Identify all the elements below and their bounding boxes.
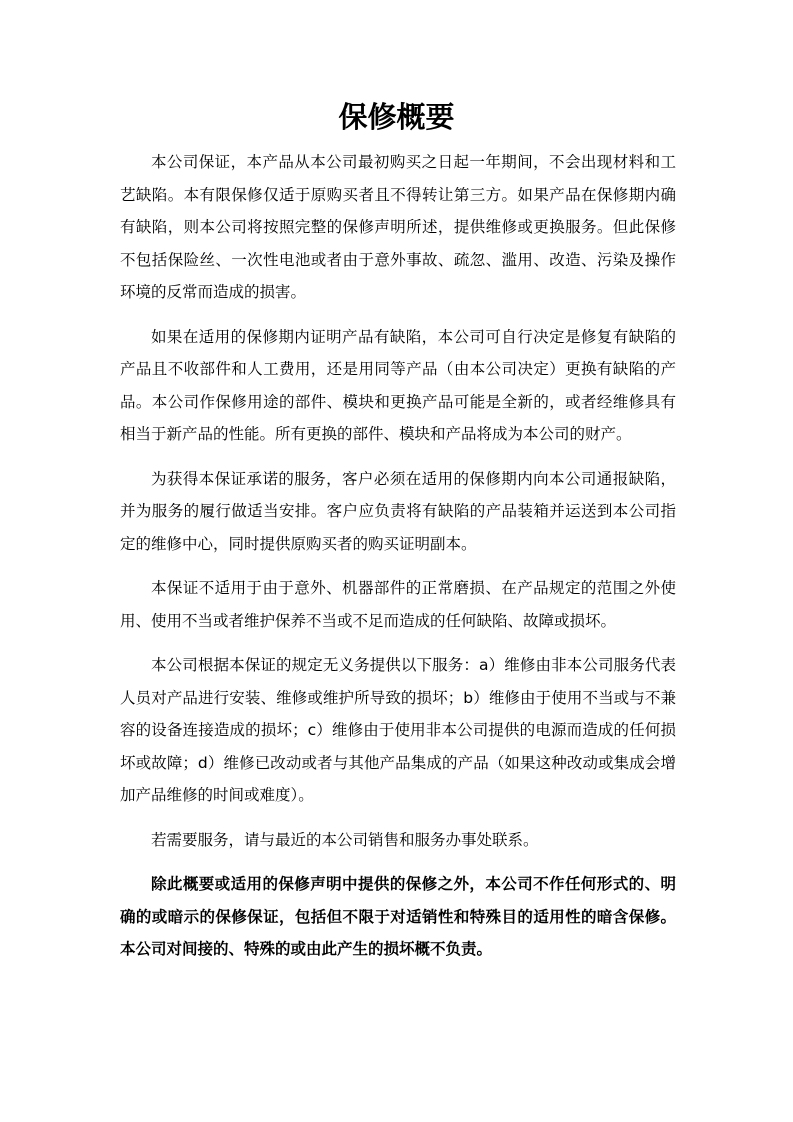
paragraph-repair-replace: 如果在适用的保修期内证明产品有缺陷，本公司可自行决定是修复有缺陷的产品且不收部件和人工费用，还是用同等产品（由本公司决定）更换有缺陷的产品。本公司作保修用途的部件、模块和更换产品可能是全新的，或者经维修具有相当于新产品的性能。所有更换的部件、模块和产品将成为本公司的财产。 bbox=[120, 327, 676, 443]
paragraph-warranty-scope: 本公司保证，本产品从本公司最初购买之日起一年期间，不会出现材料和工艺缺陷。本有限保修仅适于原购买者且不得转让第三方。如果产品在保修期内确有缺陷，则本公司将按照完整的保修声明所述，提供维修或更换服务。但此保修不包括保险丝、一次性电池或者由于意外事故、疏忽、滥用、改造、污染及操作环境的反常而造成的损害。 bbox=[120, 153, 676, 301]
document-title: 保修概要 bbox=[338, 100, 455, 134]
document-body bbox=[120, 146, 676, 978]
paragraph-exclusions: 本保证不适用于由于意外、机器部件的正常磨损、在产品规定的范围之外使用、使用不当或者维护保养不当或不足而造成的任何缺陷、故障或损坏。 bbox=[120, 579, 676, 630]
paragraph-no-obligation: 本公司根据本保证的规定无义务提供以下服务：a）维修由非本公司服务代表人员对产品进行安装、维修或维护所导致的损坏；b）维修由于使用不当或与不兼容的设备连接造成的损坏；c）维修由于使用非本公司提供的电源而造成的任何损坏或故障；d）维修已改动或者与其他产品集成的产品（如果这种改动或集成会增加产品维修的时间或难度）。 bbox=[120, 656, 676, 804]
paragraph-disclaimer: 除此概要或适用的保修声明中提供的保修之外，本公司不作任何形式的、明确的或暗示的保修保证，包括但不限于对适销性和特殊目的适用性的暗含保修。本公司对间接的、特殊的或由此产生的损坏概不负责。 bbox=[120, 875, 676, 958]
paragraph-contact: 若需要服务，请与最近的本公司销售和服务办事处联系。 bbox=[151, 830, 539, 849]
paragraph-service-procedure: 为获得本保证承诺的服务，客户必须在适用的保修期内向本公司通报缺陷，并为服务的履行做适当安排。客户应负责将有缺陷的产品装箱并运送到本公司指定的维修中心，同时提供原购买者的购买证明副本。 bbox=[120, 469, 676, 553]
